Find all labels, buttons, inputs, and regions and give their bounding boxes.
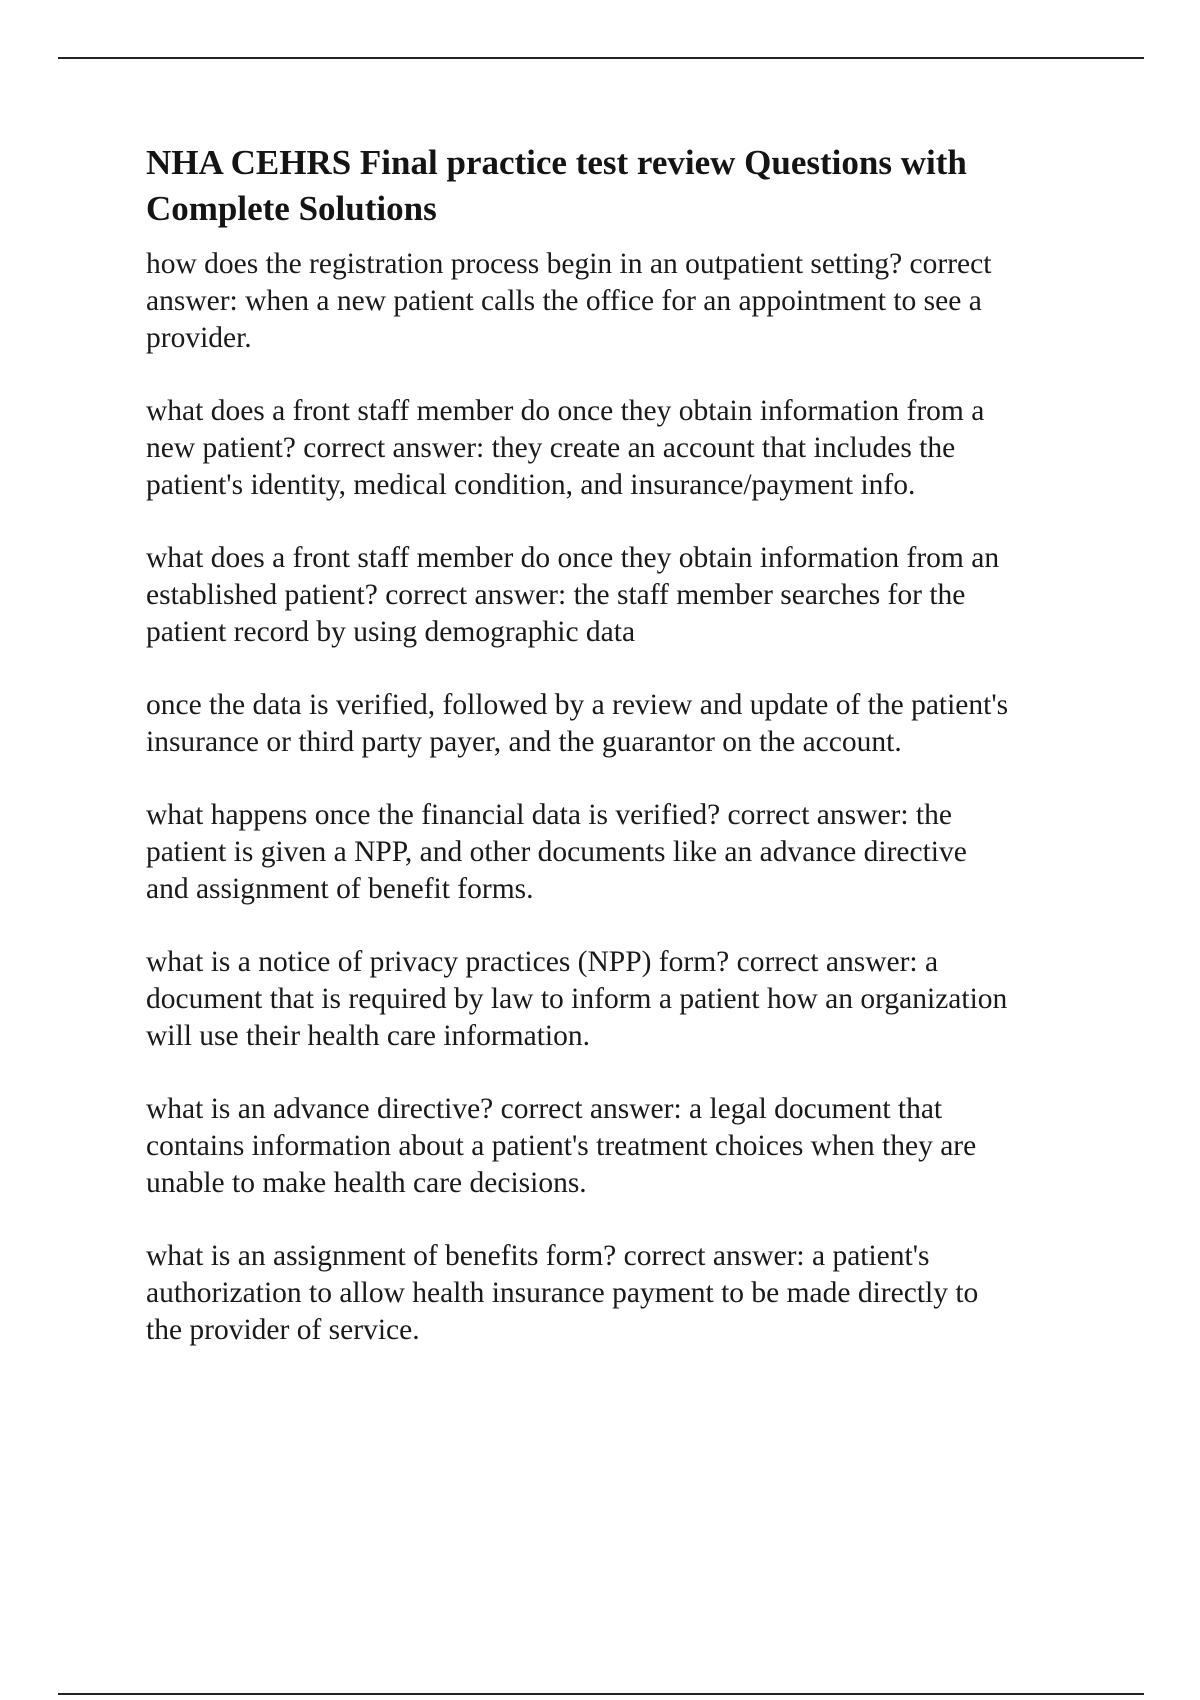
qa-paragraph-4: once the data is verified, followed by a review and update of the patient's insurance or third party payer, and the guarantor on the account. xyxy=(146,689,1009,758)
bottom-divider xyxy=(58,1693,1144,1695)
top-divider xyxy=(58,57,1144,59)
document-body xyxy=(146,140,1096,1385)
document-title: NHA CEHRS Final practice test review Questions with Complete Solutions xyxy=(146,143,967,228)
qa-paragraph-3: what does a front staff member do once they obtain information from an established patient? correct answer: the staff member searches for the patient record by using demographic data xyxy=(146,542,1000,648)
qa-paragraph-8: what is an assignment of benefits form? correct answer: a patient's authorization to allow health insurance payment to be made directly to the provider of service. xyxy=(146,1240,979,1346)
qa-paragraph-2: what does a front staff member do once they obtain information from a new patient? correct answer: they create an account that includes the patient's identity, medical condition, and insurance/payment info. xyxy=(146,395,985,501)
qa-paragraph-7: what is an advance directive? correct answer: a legal document that contains information about a patient's treatment choices when they are unable to make health care decisions. xyxy=(146,1093,977,1199)
qa-paragraph-1: how does the registration process begin in an outpatient setting? correct answer: when a new patient calls the office for an appointment to see a provider. xyxy=(146,248,992,354)
qa-paragraph-6: what is a notice of privacy practices (NPP) form? correct answer: a document that is required by law to inform a patient how an organization will use their health care information. xyxy=(146,946,1008,1052)
qa-paragraph-5: what happens once the financial data is verified? correct answer: the patient is given a NPP, and other documents like an advance directive and assignment of benefit forms. xyxy=(146,799,967,905)
